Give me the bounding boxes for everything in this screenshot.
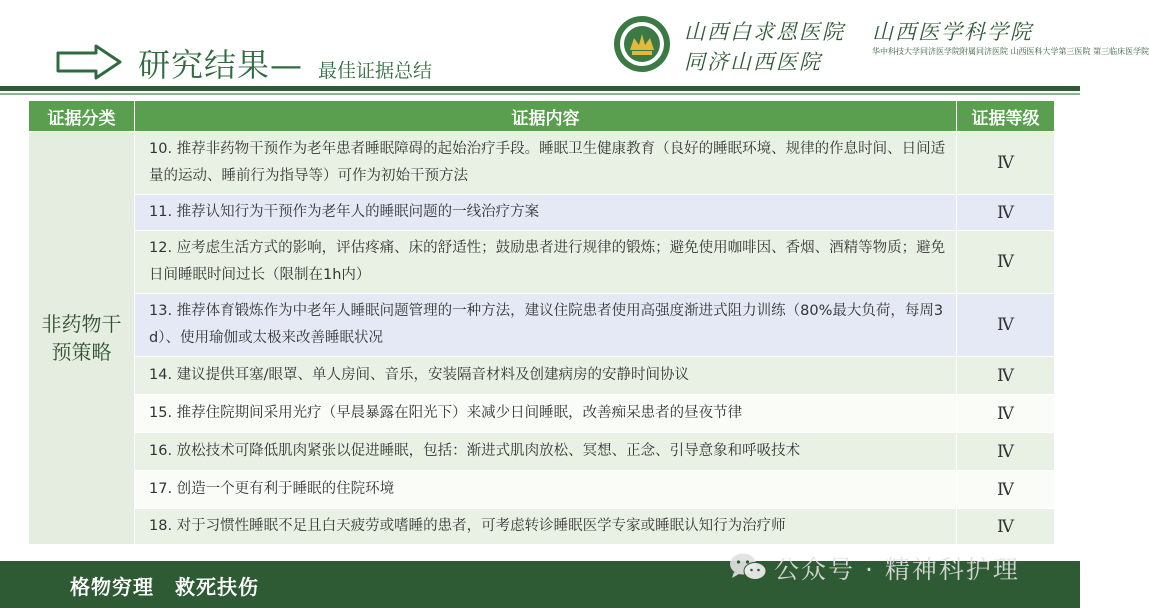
table-row <box>29 294 1055 357</box>
evidence-content: 14. 建议提供耳塞/眼罩、单人房间、音乐，安装隔音材料及创建病房的安静时间协议 <box>135 357 957 395</box>
evidence-level: Ⅳ <box>957 231 1055 294</box>
evidence-level: Ⅳ <box>957 509 1055 545</box>
evidence-level: Ⅳ <box>957 433 1055 471</box>
arrow-right-icon <box>56 44 122 80</box>
hospital-seal-logo <box>612 14 672 74</box>
hospital-affiliation: 华中科技大学同济医学院附属同济医院 山西医科大学第三医院 第三临床医学院 <box>872 47 1149 56</box>
column-header-level: 证据等级 <box>957 101 1055 132</box>
table-row <box>29 395 1055 433</box>
header-divider <box>0 86 1080 91</box>
evidence-content: 16. 放松技术可降低肌肉紧张以促进睡眠，包括：渐进式肌肉放松、冥想、正念、引导意象和呼吸技术 <box>135 433 957 471</box>
evidence-content: 12. 应考虑生活方式的影响，评估疼痛、床的舒适性；鼓励患者进行规律的锻炼；避免使用咖啡因、香烟、酒精等物质；避免日间睡眠时间过长（限制在1h内） <box>135 231 957 294</box>
table-row <box>29 357 1055 395</box>
footer-slogan: 格物穷理 救死扶伤 <box>70 575 259 599</box>
evidence-table <box>28 100 1055 545</box>
slide-header <box>0 0 1149 92</box>
page-title: 研究结果— <box>138 46 304 84</box>
table-row <box>29 231 1055 294</box>
evidence-level: Ⅳ <box>957 357 1055 395</box>
column-header-content: 证据内容 <box>135 101 957 132</box>
watermark-text: 公众号 · 精神科护理 <box>774 555 1020 584</box>
wechat-icon <box>728 551 768 583</box>
evidence-level: Ⅳ <box>957 294 1055 357</box>
page-subtitle: 最佳证据总结 <box>318 60 433 82</box>
hospital-name-1: 山西白求恩医院 <box>684 20 845 44</box>
evidence-content: 15. 推荐住院期间采用光疗（早晨暴露在阳光下）来减少日间睡眠，改善痴呆患者的昼夜节律 <box>135 395 957 433</box>
category-cell <box>29 132 135 545</box>
table-row <box>29 132 1055 195</box>
hospital-name-3: 同济山西医院 <box>684 50 822 74</box>
evidence-level: Ⅳ <box>957 195 1055 231</box>
evidence-content: 13. 推荐体育锻炼作为中老年人睡眠问题管理的一种方法，建议住院患者使用高强度渐进式阻力训练（80%最大负荷，每周3 d）、使用瑜伽或太极来改善睡眠状况 <box>135 294 957 357</box>
column-header-category: 证据分类 <box>29 101 135 132</box>
evidence-level: Ⅳ <box>957 395 1055 433</box>
evidence-content: 18. 对于习惯性睡眠不足且白天疲劳或嗜睡的患者，可考虑转诊睡眠医学专家或睡眠认知行为治疗师 <box>135 509 957 545</box>
evidence-content: 11. 推荐认知行为干预作为老年人的睡眠问题的一线治疗方案 <box>135 195 957 231</box>
category-label: 非药物干预策略 <box>41 312 122 364</box>
evidence-content: 17. 创造一个更有利于睡眠的住院环境 <box>135 471 957 509</box>
evidence-content: 10. 推荐非药物干预作为老年患者睡眠障碍的起始治疗手段。睡眠卫生健康教育（良好的睡眠环境、规律的作息时间、日间适量的运动、睡前行为指导等）可作为初始干预方法 <box>135 132 957 195</box>
header-divider-light <box>0 93 1080 95</box>
hospital-name-2: 山西医学科学院 <box>872 20 1033 44</box>
table-row <box>29 433 1055 471</box>
table-row <box>29 195 1055 231</box>
table-row <box>29 471 1055 509</box>
evidence-level: Ⅳ <box>957 471 1055 509</box>
table-header-row <box>29 101 1055 132</box>
table-row <box>29 509 1055 545</box>
evidence-level: Ⅳ <box>957 132 1055 195</box>
